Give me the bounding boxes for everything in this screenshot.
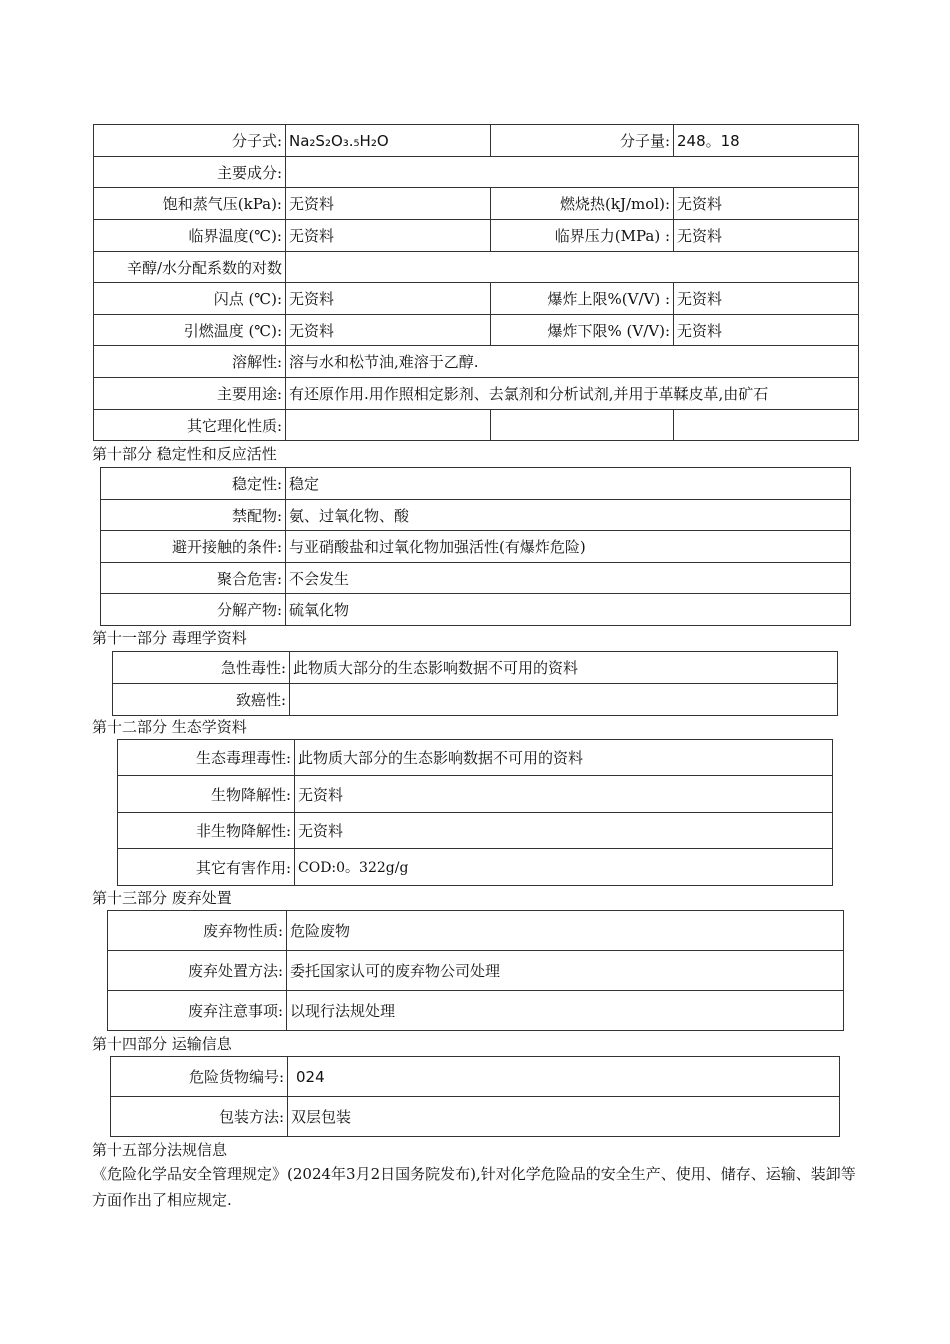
row-label: 致癌性:: [113, 684, 290, 716]
table-row: [101, 563, 851, 594]
table-row: [94, 157, 859, 188]
table-row: [94, 410, 859, 441]
section13-heading: 第十三部分 废弃处置: [92, 889, 232, 907]
table-row: [101, 500, 851, 531]
ignition-temp-value: 无资料: [286, 315, 491, 346]
empty-cell: [674, 410, 859, 441]
row-label: 危险货物编号:: [111, 1057, 288, 1097]
table-row: [94, 220, 859, 252]
row-label: 急性毒性:: [113, 652, 290, 684]
table-row: [113, 652, 838, 684]
row-value: 双层包装: [288, 1097, 840, 1137]
other-value: [286, 410, 491, 441]
main-component-label: 主要成分:: [94, 157, 286, 188]
table-row: [101, 594, 851, 626]
mw-label: 分子量:: [491, 125, 674, 157]
critical-temp-value: 无资料: [286, 220, 491, 252]
empty-cell: [491, 410, 674, 441]
section14-heading: 第十四部分 运输信息: [92, 1035, 232, 1053]
table-row: [118, 849, 833, 886]
table-row: [108, 991, 844, 1031]
row-value: 硫氧化物: [286, 594, 851, 626]
flash-point-label: 闪点 (℃):: [94, 283, 286, 315]
other-label: 其它理化性质:: [94, 410, 286, 441]
table-row: [111, 1057, 840, 1097]
row-value: 委托国家认可的废弃物公司处理: [287, 951, 844, 991]
row-label: 稳定性:: [101, 468, 286, 500]
table-row: [94, 315, 859, 346]
row-value: 以现行法规处理: [287, 991, 844, 1031]
row-label: 废弃注意事项:: [108, 991, 287, 1031]
table-row: [94, 188, 859, 220]
row-value: [290, 684, 838, 716]
critical-pressure-label: 临界压力(MPa) :: [491, 220, 674, 252]
table-row: [94, 283, 859, 315]
row-value: 此物质大部分的生态影响数据不可用的资料: [295, 740, 833, 776]
row-label: 包装方法:: [111, 1097, 288, 1137]
section12-heading: 第十二部分 生态学资料: [92, 718, 247, 736]
table-row: [118, 740, 833, 776]
table-row: [111, 1097, 840, 1137]
row-label: 废弃物性质:: [108, 911, 287, 951]
section10-table: [100, 467, 851, 626]
row-label: 分解产物:: [101, 594, 286, 626]
table-row: [101, 531, 851, 563]
section11-heading: 第十一部分 毒理学资料: [92, 629, 247, 647]
section15-heading: 第十五部分法规信息: [92, 1141, 228, 1159]
row-value: 无资料: [295, 813, 833, 849]
vapor-pressure-label: 饱和蒸气压(kPa):: [94, 188, 286, 220]
row-value: 不会发生: [286, 563, 851, 594]
row-label: 生物降解性:: [118, 776, 295, 813]
lower-explosive-value: 无资料: [674, 315, 859, 346]
row-label: 废弃处置方法:: [108, 951, 287, 991]
row-label: 禁配物:: [101, 500, 286, 531]
row-label: 其它有害作用:: [118, 849, 295, 886]
vapor-pressure-value: 无资料: [286, 188, 491, 220]
formula-label: 分子式:: [94, 125, 286, 157]
table-row: [94, 346, 859, 378]
regulation-paragraph: 《危险化学品安全管理规定》(2024年3月2日国务院发布),针对化学危险品的安全生产、使用、储存、运输、装卸等方面作出了相应规定.: [92, 1165, 856, 1209]
heat-combustion-label: 燃烧热(kJ/mol):: [491, 188, 674, 220]
flash-point-value: 无资料: [286, 283, 491, 315]
section11-table: [112, 651, 838, 716]
table-row: [101, 468, 851, 500]
table-row: [94, 252, 859, 283]
heat-combustion-value: 无资料: [674, 188, 859, 220]
row-value: 氨、过氧化物、酸: [286, 500, 851, 531]
ignition-temp-label: 引燃温度 (℃):: [94, 315, 286, 346]
row-value: 无资料: [295, 776, 833, 813]
row-value: 024: [288, 1057, 840, 1097]
section13-table: [107, 910, 844, 1031]
row-value: 此物质大部分的生态影响数据不可用的资料: [290, 652, 838, 684]
upper-explosive-value: 无资料: [674, 283, 859, 315]
table-row: [118, 776, 833, 813]
physchem-table: [93, 124, 859, 441]
table-row: [108, 911, 844, 951]
critical-pressure-value: 无资料: [674, 220, 859, 252]
section12-table: [117, 739, 833, 886]
section10-heading: 第十部分 稳定性和反应活性: [92, 445, 277, 463]
mw-value: 248。18: [674, 125, 859, 157]
row-label: 聚合危害:: [101, 563, 286, 594]
usage-label: 主要用途:: [94, 378, 286, 410]
table-row: [118, 813, 833, 849]
formula-value: Na₂S₂O₃.₅H₂O: [286, 125, 491, 157]
row-label: 非生物降解性:: [118, 813, 295, 849]
row-label: 生态毒理毒性:: [118, 740, 295, 776]
solubility-value: 溶与水和松节油,难溶于乙醇.: [286, 346, 859, 378]
table-row: [94, 378, 859, 410]
row-value: 与亚硝酸盐和过氧化物加强活性(有爆炸危险): [286, 531, 851, 563]
solubility-label: 溶解性:: [94, 346, 286, 378]
main-component-value: [286, 157, 859, 188]
log-kow-label: 辛醇/水分配系数的对数: [94, 252, 286, 283]
table-row: [113, 684, 838, 716]
usage-value: 有还原作用.用作照相定影剂、去氯剂和分析试剂,并用于革鞣皮革,由矿石: [286, 378, 859, 410]
log-kow-value: [286, 252, 859, 283]
critical-temp-label: 临界温度(℃):: [94, 220, 286, 252]
row-label: 避开接触的条件:: [101, 531, 286, 563]
row-value: 危险废物: [287, 911, 844, 951]
row-value: COD:0。322g/g: [295, 849, 833, 886]
table-row: [94, 125, 859, 157]
lower-explosive-label: 爆炸下限% (V/V):: [491, 315, 674, 346]
row-value: 稳定: [286, 468, 851, 500]
section14-table: [110, 1056, 840, 1137]
table-row: [108, 951, 844, 991]
upper-explosive-label: 爆炸上限%(V/V) :: [491, 283, 674, 315]
